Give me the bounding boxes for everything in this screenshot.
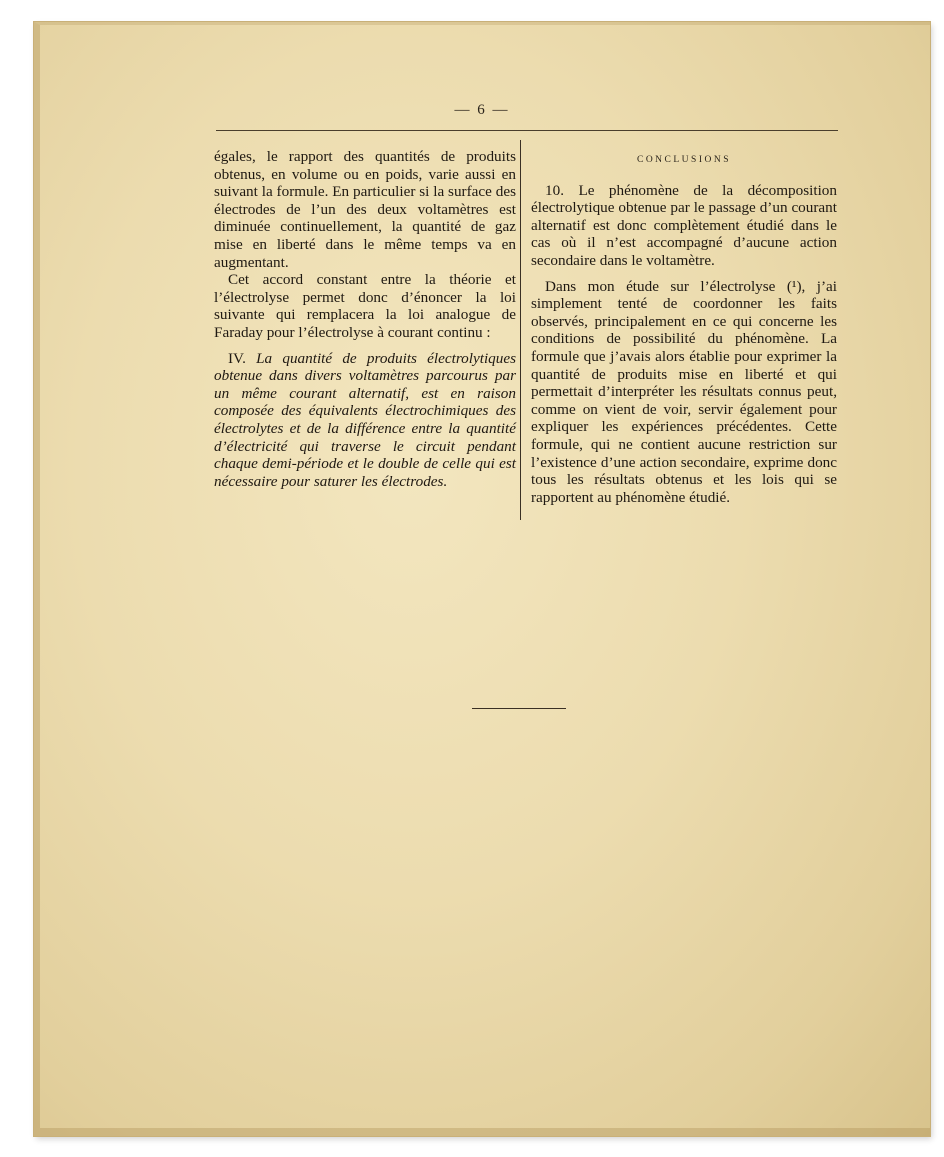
law-statement bbox=[214, 350, 516, 491]
paragraph-conclusion-10: 10. Le phénomène de la décomposition électrolytique obtenue par le passage d’un courant alternatif est donc complètement étudié dans le cas où il n’est accompagné d’aucune action secondaire dans le voltamètre. bbox=[531, 181, 837, 269]
law-number: IV. bbox=[228, 349, 246, 367]
column-divider bbox=[520, 140, 521, 520]
law-text: La quantité de produits électrolytiques obtenue dans divers voltamètres parcourus par un même courant alternatif, est en raison composée des équivalents électrochimiques des électrolytes et de la différence entre la quantité d’électricité qui traverse le circuit pendant chaque demi-période et le double de celle qui est nécessaire pour saturer les électrodes. bbox=[214, 349, 517, 490]
header-rule bbox=[216, 130, 838, 131]
left-column bbox=[214, 148, 516, 490]
paragraph-accord: Cet accord constant entre la théorie et l’électrolyse permet donc d’énoncer la loi suivante qui remplacera la loi analogue de Faraday pour l’électrolyse à courant continu : bbox=[214, 271, 516, 341]
section-heading: CONCLUSIONS bbox=[636, 155, 731, 165]
page-sheet bbox=[34, 22, 930, 1136]
paragraph-continuation: égales, le rapport des quantités de produits obtenus, en volume ou en poids, varie aussi en suivant la formule. En particulier si la surface des électrodes de l’un des deux voltamètres est diminuée continuellement, la quantité de gaz mise en liberté dans le même temps va en augmentant. bbox=[214, 148, 516, 271]
end-rule bbox=[472, 708, 566, 709]
page-number: — 6 — bbox=[454, 102, 510, 118]
paragraph-etude: Dans mon étude sur l’électrolyse (¹), j’ai simplement tenté de coordonner les faits observés, principalement en ce qui concerne les conditions de possibilité du phénomène. La formule que j’avais alors établie pour exprimer la quantité de produits mise en liberté et qui permettait d’interpréter les résultats connus peut, comme on vient de voir, servir également pour expliquer les expériences précédentes. Cette formule, qui ne contient aucune restriction sur l’existence d’une action secondaire, exprime donc tous les résultats obtenus et les lois qui se rapportent au phénomène étudié. bbox=[531, 277, 837, 506]
right-column bbox=[531, 148, 837, 506]
